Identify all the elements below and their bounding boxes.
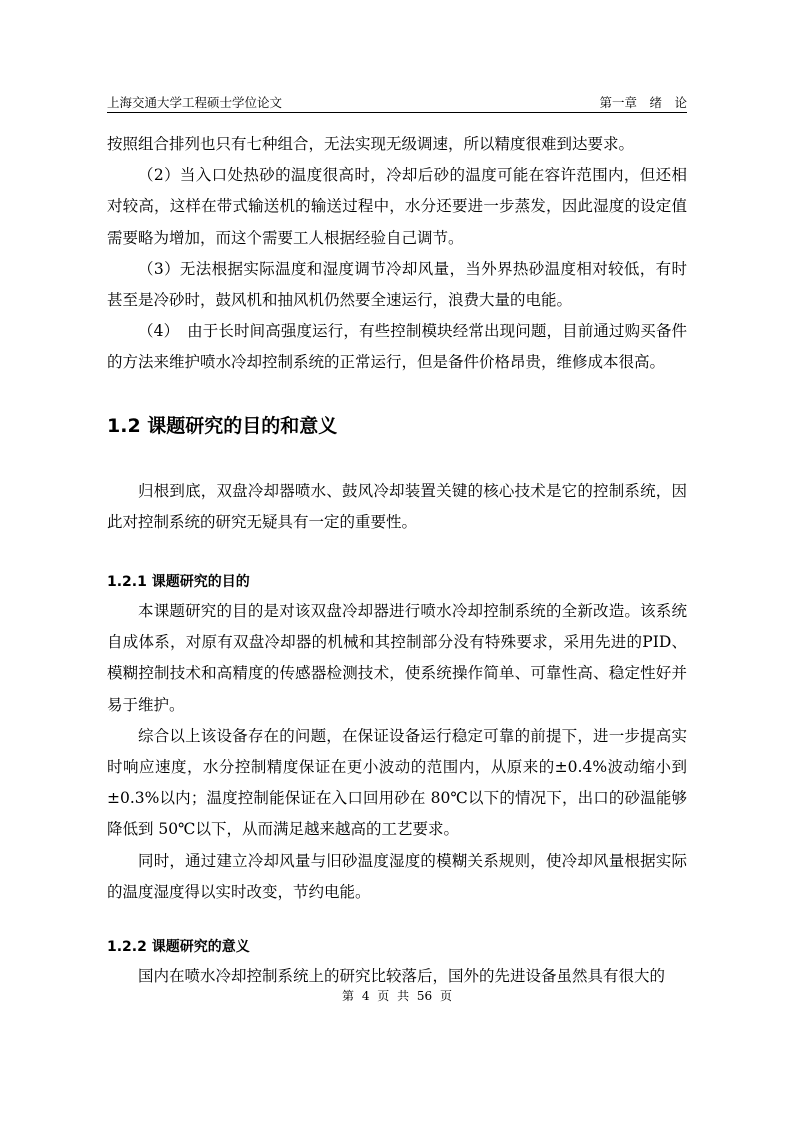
- section-heading-1-2-1: 1.2.1 课题研究的目的: [107, 574, 250, 591]
- section-1-2-1-paragraph-3: 同时，通过建立冷却风量与旧砂温度湿度的模糊关系规则，使冷却风量根据实际的温度湿度得以实时改变，节约电能。: [107, 851, 687, 901]
- section-1-2-2-paragraph: 国内在喷水冷却控制系统上的研究比较落后，国外的先进设备虽然具有很大的: [138, 967, 666, 986]
- paragraph-item-3: （3）无法根据实际温度和湿度调节冷却风量，当外界热砂温度相对较低，有时甚至是冷砂时，鼓风机和抽风机仍然要全速运行，浪费大量的电能。: [107, 259, 687, 310]
- paragraph-continued: 按照组合排列也只有七种组合，无法实现无级调速，所以精度很难到达要求。: [107, 135, 635, 153]
- header-divider: [107, 112, 687, 113]
- header-chapter-title: 第一章 绪 论: [599, 95, 687, 110]
- section-heading-1-2-2: 1.2.2 课题研究的意义: [107, 939, 250, 956]
- page-body: [107, 129, 687, 992]
- section-1-2-1-paragraph-2: 综合以上该设备存在的问题，在保证设备运行稳定可靠的前提下，进一步提高实时响应速度，水分控制精度保证在更小波动的范围内，从原来的±0.4%波动缩小到±0.3%以内；温度控制能保证在入口回用砂在 80℃以下的情况下，出口的砂温能够降低到 50℃以下，从而满足越来越高的工艺要求。: [107, 726, 687, 839]
- paragraph-item-2: （2）当入口处热砂的温度很高时，冷却后砂的温度可能在容许范围内，但还相对较高，这样在带式输送机的输送过程中，水分还要进一步蒸发，因此湿度的设定值需要略为增加，而这个需要工人根据经验自己调节。: [107, 166, 687, 247]
- section-1-2-paragraph: 归根到底，双盘冷却器喷水、鼓风冷却装置关键的核心技术是它的控制系统，因此对控制系统的研究无疑具有一定的重要性。: [107, 481, 687, 531]
- section-1-2-1-paragraph-1: 本课题研究的目的是对该双盘冷却器进行喷水冷却控制系统的全新改造。该系统自成体系，对原有双盘冷却器的机械和其控制部分没有特殊要求，采用先进的PID、模糊控制技术和高精度的传感器检测技术，使系统操作简单、可靠性高、稳定性好并易于维护。: [107, 602, 687, 714]
- page-number-footer: 第 4 页 共 56 页: [342, 989, 452, 1003]
- running-header: [107, 93, 687, 111]
- paragraph-item-4: （4） 由于长时间高强度运行，有些控制模块经常出现问题，目前通过购买备件的方法来维护喷水冷却控制系统的正常运行，但是备件价格昂贵，维修成本很高。: [107, 322, 687, 372]
- section-heading-1-2: 1.2 课题研究的目的和意义: [107, 414, 338, 437]
- header-thesis-title: 上海交通大学工程硕士学位论文: [107, 95, 283, 110]
